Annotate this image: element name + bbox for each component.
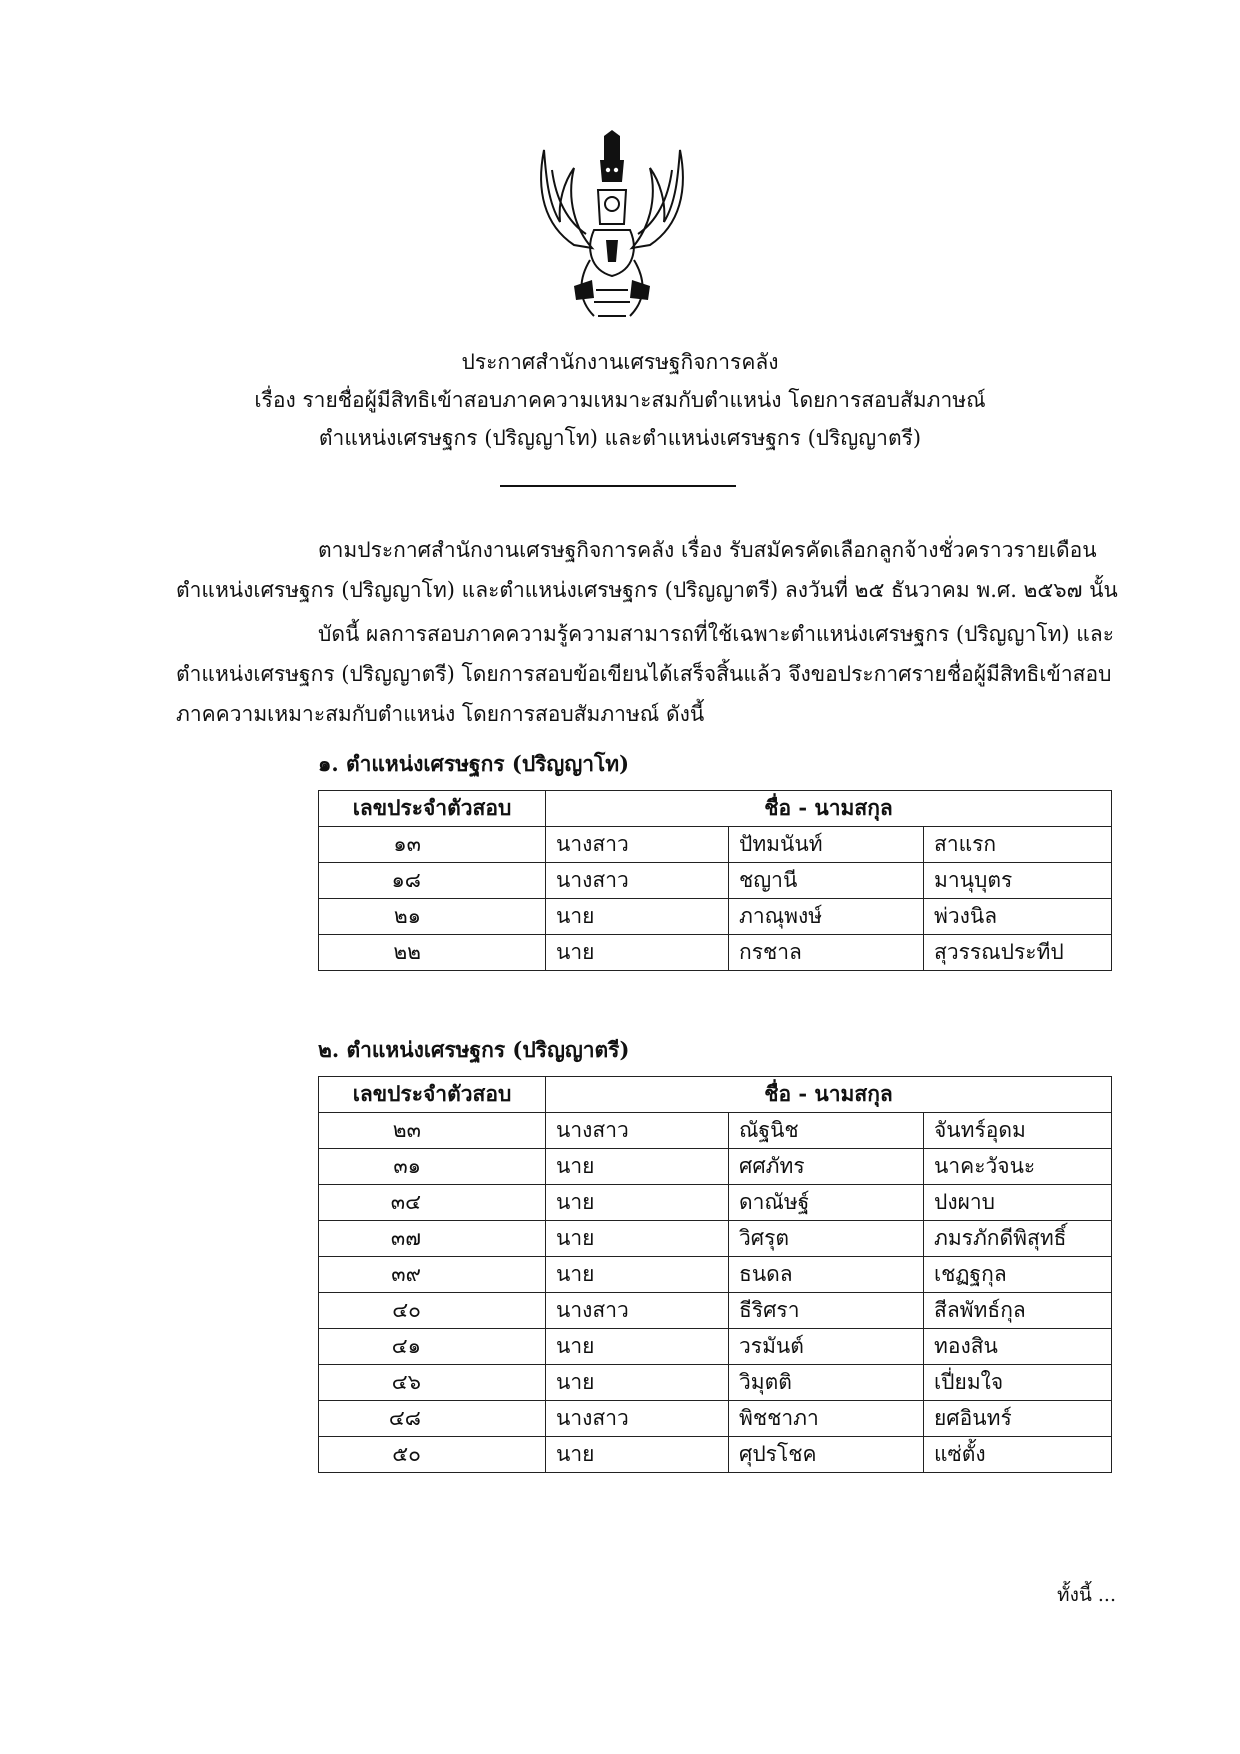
name-prefix: นางสาว xyxy=(546,1401,729,1437)
exam-id: ๑๘ xyxy=(319,863,546,899)
last-name: เปี่ยมใจ xyxy=(924,1365,1112,1401)
exam-id: ๒๒ xyxy=(319,935,546,971)
first-name: ภาณุพงษ์ xyxy=(729,899,924,935)
last-name: สุวรรณประทีป xyxy=(924,935,1112,971)
first-name: กรชาล xyxy=(729,935,924,971)
header-full-name: ชื่อ - นามสกุล xyxy=(546,791,1112,827)
announcement-title-line-3: ตำแหน่งเศรษฐกร (ปริญญาโท) และตำแหน่งเศรษฐกร (ปริญญาตรี) xyxy=(318,426,922,450)
name-prefix: นางสาว xyxy=(546,863,729,899)
exam-id: ๔๐ xyxy=(319,1293,546,1329)
first-name: ชญานี xyxy=(729,863,924,899)
table-row xyxy=(319,899,1112,935)
paragraph-line: ตำแหน่งเศรษฐกร (ปริญญาตรี) โดยการสอบข้อเขียนได้เสร็จสิ้นแล้ว จึงขอประกาศรายชื่อผู้มีสิทธิเข้าสอบ xyxy=(176,662,1112,686)
table-header-row xyxy=(319,791,1112,827)
name-prefix: นาย xyxy=(546,1365,729,1401)
table-row xyxy=(319,1437,1112,1473)
exam-id: ๕๐ xyxy=(319,1437,546,1473)
table-row xyxy=(319,1329,1112,1365)
name-prefix: นาย xyxy=(546,1257,729,1293)
last-name: เชฏฐกุล xyxy=(924,1257,1112,1293)
first-name: ณัฐนิช xyxy=(729,1113,924,1149)
paragraph-line: ภาคความเหมาะสมกับตำแหน่ง โดยการสอบสัมภาษณ์ ดังนี้ xyxy=(176,702,705,726)
paragraph-result xyxy=(176,614,1120,734)
paragraph-line: ตำแหน่งเศรษฐกร (ปริญญาโท) และตำแหน่งเศรษฐกร (ปริญญาตรี) ลงวันที่ ๒๕ ธันวาคม พ.ศ. ๒๕๖๗ นั้น xyxy=(176,578,1118,602)
exam-id: ๓๑ xyxy=(319,1149,546,1185)
last-name: ปงผาบ xyxy=(924,1185,1112,1221)
name-prefix: นางสาว xyxy=(546,1113,729,1149)
title-divider xyxy=(500,485,736,487)
name-prefix: นางสาว xyxy=(546,1293,729,1329)
last-name: พ่วงนิล xyxy=(924,899,1112,935)
candidate-table-masters xyxy=(318,790,1112,971)
name-prefix: นาย xyxy=(546,1149,729,1185)
name-prefix: นาย xyxy=(546,1221,729,1257)
first-name: ปัทมนันท์ xyxy=(729,827,924,863)
exam-id: ๓๔ xyxy=(319,1185,546,1221)
name-prefix: นาย xyxy=(546,1329,729,1365)
first-name: ศศภัทร xyxy=(729,1149,924,1185)
first-name: ดาณัษฐ์ xyxy=(729,1185,924,1221)
paragraph-line: บัดนี้ ผลการสอบภาคความรู้ความสามารถที่ใช้เฉพาะตำแหน่งเศรษฐกร (ปริญญาโท) และ xyxy=(318,622,1114,646)
paragraph-line: ตามประกาศสำนักงานเศรษฐกิจการคลัง เรื่อง รับสมัครคัดเลือกลูกจ้างชั่วคราวรายเดือน xyxy=(318,538,1097,562)
table-header-row xyxy=(319,1077,1112,1113)
first-name: วิศรุต xyxy=(729,1221,924,1257)
last-name: แซ่ตั้ง xyxy=(924,1437,1112,1473)
table-row xyxy=(319,1293,1112,1329)
table-row xyxy=(319,1113,1112,1149)
last-name: นาคะวัจนะ xyxy=(924,1149,1112,1185)
first-name: วรมันต์ xyxy=(729,1329,924,1365)
last-name: สีลพัทธ์กุล xyxy=(924,1293,1112,1329)
last-name: สาแรก xyxy=(924,827,1112,863)
exam-id: ๓๗ xyxy=(319,1221,546,1257)
name-prefix: นาย xyxy=(546,899,729,935)
table-row xyxy=(319,1221,1112,1257)
table-row xyxy=(319,1185,1112,1221)
last-name: ยศอินทร์ xyxy=(924,1401,1112,1437)
name-prefix: นางสาว xyxy=(546,827,729,863)
announcement-title-line-2: เรื่อง รายชื่อผู้มีสิทธิเข้าสอบภาคความเหมาะสมกับตำแหน่ง โดยการสอบสัมภาษณ์ xyxy=(254,388,986,412)
header-exam-id: เลขประจำตัวสอบ xyxy=(319,1077,546,1113)
candidate-table-bachelors xyxy=(318,1076,1112,1473)
table-row xyxy=(319,1365,1112,1401)
name-prefix: นาย xyxy=(546,1185,729,1221)
table-row xyxy=(319,827,1112,863)
section-heading-bachelors: ๒. ตำแหน่งเศรษฐกร (ปริญญาตรี) xyxy=(318,1037,630,1062)
first-name: ธนดล xyxy=(729,1257,924,1293)
exam-id: ๔๘ xyxy=(319,1401,546,1437)
exam-id: ๔๑ xyxy=(319,1329,546,1365)
header-exam-id: เลขประจำตัวสอบ xyxy=(319,791,546,827)
exam-id: ๒๓ xyxy=(319,1113,546,1149)
exam-id: ๓๙ xyxy=(319,1257,546,1293)
table-row xyxy=(319,1401,1112,1437)
last-name: ทองสิน xyxy=(924,1329,1112,1365)
first-name: วิมุตติ xyxy=(729,1365,924,1401)
table-row xyxy=(319,1149,1112,1185)
page-continuation: ทั้งนี้ ... xyxy=(1057,1584,1116,1606)
table-row xyxy=(319,1257,1112,1293)
last-name: จันทร์อุดม xyxy=(924,1113,1112,1149)
name-prefix: นาย xyxy=(546,1437,729,1473)
exam-id: ๑๓ xyxy=(319,827,546,863)
first-name: ธีริศรา xyxy=(729,1293,924,1329)
table-row xyxy=(319,935,1112,971)
last-name: ภมรภักดีพิสุทธิ์ xyxy=(924,1221,1112,1257)
table-row xyxy=(319,863,1112,899)
header-full-name: ชื่อ - นามสกุล xyxy=(546,1077,1112,1113)
announcement-title-line-1: ประกาศสำนักงานเศรษฐกิจการคลัง xyxy=(461,350,779,374)
exam-id: ๒๑ xyxy=(319,899,546,935)
first-name: ศุปรโชค xyxy=(729,1437,924,1473)
first-name: พิชชาภา xyxy=(729,1401,924,1437)
name-prefix: นาย xyxy=(546,935,729,971)
paragraph-reference xyxy=(176,530,1120,610)
garuda-emblem-icon xyxy=(534,130,690,322)
section-heading-masters: ๑. ตำแหน่งเศรษฐกร (ปริญญาโท) xyxy=(318,751,630,776)
exam-id: ๔๖ xyxy=(319,1365,546,1401)
last-name: มานุบุตร xyxy=(924,863,1112,899)
